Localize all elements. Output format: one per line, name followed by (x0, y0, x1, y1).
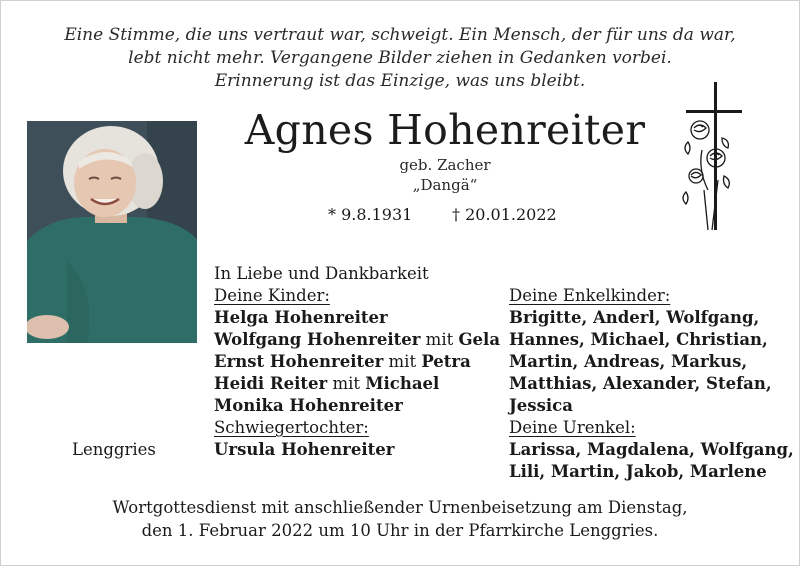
intro-text: In Liebe und Dankbarkeit (214, 264, 429, 283)
grandchildren-line: Jessica (509, 396, 573, 415)
child-line (214, 351, 500, 373)
poem-line: Eine Stimme, die uns vertraut war, schweigt. Ein Mensch, der für uns da war, (64, 25, 736, 45)
child-name: Monika Hohenreiter (214, 396, 403, 415)
poem-line: lebt nicht mehr. Vergangene Bilder ziehen in Gedanken vorbei. (128, 48, 672, 68)
death-date: † 20.01.2022 (452, 205, 557, 224)
partner-name: Gela (458, 330, 501, 349)
grandchildren-line: Hannes, Michael, Christian, (509, 330, 768, 349)
grandchildren-heading: Deine Enkelkinder: (509, 286, 671, 305)
mit-word: mit (420, 330, 459, 349)
cross-with-roses-icon (678, 80, 742, 232)
child-name: Ernst Hohenreiter (214, 352, 384, 371)
service-line: Wortgottesdienst mit anschließender Urnenbeisetzung am Dienstag, (112, 498, 688, 517)
children-heading: Deine Kinder: (214, 286, 330, 305)
mit-word: mit (327, 374, 366, 393)
child-line (214, 329, 500, 351)
poem-line: Erinnerung ist das Einzige, was uns bleibt. (214, 71, 586, 91)
partner-name: Michael (365, 374, 440, 393)
child-name: Helga Hohenreiter (214, 308, 388, 327)
child-name: Wolfgang Hohenreiter (214, 330, 421, 349)
birth-name: geb. Zacher (399, 156, 491, 174)
great-grandchildren-line: Lili, Martin, Jakob, Marlene (509, 462, 767, 481)
child-line (214, 373, 500, 395)
mourners-right-column (509, 285, 794, 483)
great-grandchildren-heading: Deine Urenkel: (509, 418, 636, 437)
service-line: den 1. Februar 2022 um 10 Uhr in der Pfarrkirche Lenggries. (141, 521, 659, 540)
nickname: „Dangä“ (412, 176, 478, 194)
daughter-in-law-name: Ursula Hohenreiter (214, 440, 395, 459)
child-name: Heidi Reiter (214, 374, 328, 393)
memorial-poem (40, 24, 760, 93)
child-line (214, 395, 500, 417)
grandchildren-line: Martin, Andreas, Markus, (509, 352, 748, 371)
daughter-in-law-heading: Schwiegertochter: (214, 418, 369, 437)
great-grandchildren-line: Larissa, Magdalena, Wolfgang, (509, 440, 794, 459)
mit-word: mit (383, 352, 422, 371)
child-line (214, 307, 500, 329)
portrait-photo (27, 121, 197, 343)
service-info (60, 496, 740, 542)
deceased-name: Agnes Hohenreiter (244, 106, 646, 154)
birth-date: * 9.8.1931 (328, 205, 413, 224)
place-name: Lenggries (72, 440, 156, 459)
grandchildren-line: Brigitte, Anderl, Wolfgang, (509, 308, 760, 327)
partner-name: Petra (421, 352, 471, 371)
grandchildren-line: Matthias, Alexander, Stefan, (509, 374, 772, 393)
mourners-left-column (214, 263, 500, 461)
